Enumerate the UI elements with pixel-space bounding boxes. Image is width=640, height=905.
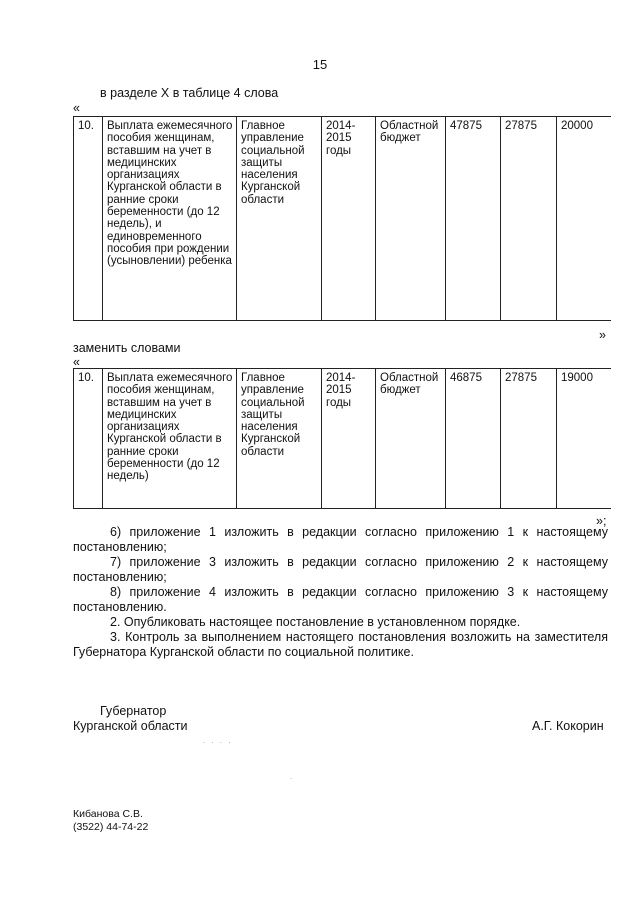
executor-phone: (3522) 44-74-22: [73, 821, 149, 833]
executor-cell: Главное управление социальной защиты населения Курганской области: [237, 369, 322, 509]
scan-dots: . . . .: [203, 736, 233, 745]
quote-open-1: «: [73, 101, 80, 115]
paragraph-control: 3. Контроль за выполнением настоящего постановления возложить на заместителя Губернатора Курганской области по социальной политике.: [73, 630, 608, 659]
quote-open-2: «: [73, 355, 80, 369]
table-row: [74, 117, 612, 321]
replace-line: заменить словами: [73, 341, 181, 355]
table-row: [74, 369, 612, 509]
period-cell: 2014-2015 годы: [322, 117, 376, 321]
paragraph-item-6: 6) приложение 1 изложить в редакции согласно приложению 1 к настоящему постановлению;: [73, 525, 608, 554]
value-total: 47875: [446, 117, 501, 321]
value-total: 46875: [446, 369, 501, 509]
value-2015: 20000: [557, 117, 612, 321]
paragraph-publish: 2. Опубликовать настоящее постановление в установленном порядке.: [110, 615, 521, 629]
intro-line: в разделе X в таблице 4 слова: [100, 86, 279, 100]
quote-close-1: »: [599, 328, 606, 342]
table-old: [73, 116, 611, 321]
measure-name: Выплата ежемесячного пособия женщинам, вставшим на учет в медицинских организациях Курганской области в ранние сроки беременности (до 12 недель): [103, 369, 237, 509]
paragraph-item-8: 8) приложение 4 изложить в редакции согласно приложению 3 к настоящему постановлению.: [73, 585, 608, 614]
signature-name: А.Г. Кокорин: [532, 719, 604, 733]
row-number: 10.: [74, 369, 103, 509]
page-number: 15: [312, 57, 328, 72]
signature-title-2: Курганской области: [73, 719, 188, 733]
paragraph-item-7: 7) приложение 3 изложить в редакции согласно приложению 2 к настоящему постановлению;: [73, 555, 608, 584]
source-cell: Областной бюджет: [376, 117, 446, 321]
quote-close-2: »;: [596, 514, 607, 528]
executor-cell: Главное управление социальной защиты населения Курганской области: [237, 117, 322, 321]
scan-dot: .: [290, 772, 295, 781]
measure-name: Выплата ежемесячного пособия женщинам, вставшим на учет в медицинских организациях Курганской области в ранние сроки беременности (до 12 недель), и единовременного пособия при рождении (усыновлении) ребенка: [103, 117, 237, 321]
value-2014: 27875: [501, 117, 557, 321]
value-2015: 19000: [557, 369, 612, 509]
signature-title-1: Губернатор: [100, 704, 167, 718]
value-2014: 27875: [501, 369, 557, 509]
row-number: 10.: [74, 117, 103, 321]
source-cell: Областной бюджет: [376, 369, 446, 509]
executor-name: Кибанова С.В.: [73, 808, 143, 820]
period-cell: 2014-2015 годы: [322, 369, 376, 509]
table-new: [73, 368, 611, 509]
